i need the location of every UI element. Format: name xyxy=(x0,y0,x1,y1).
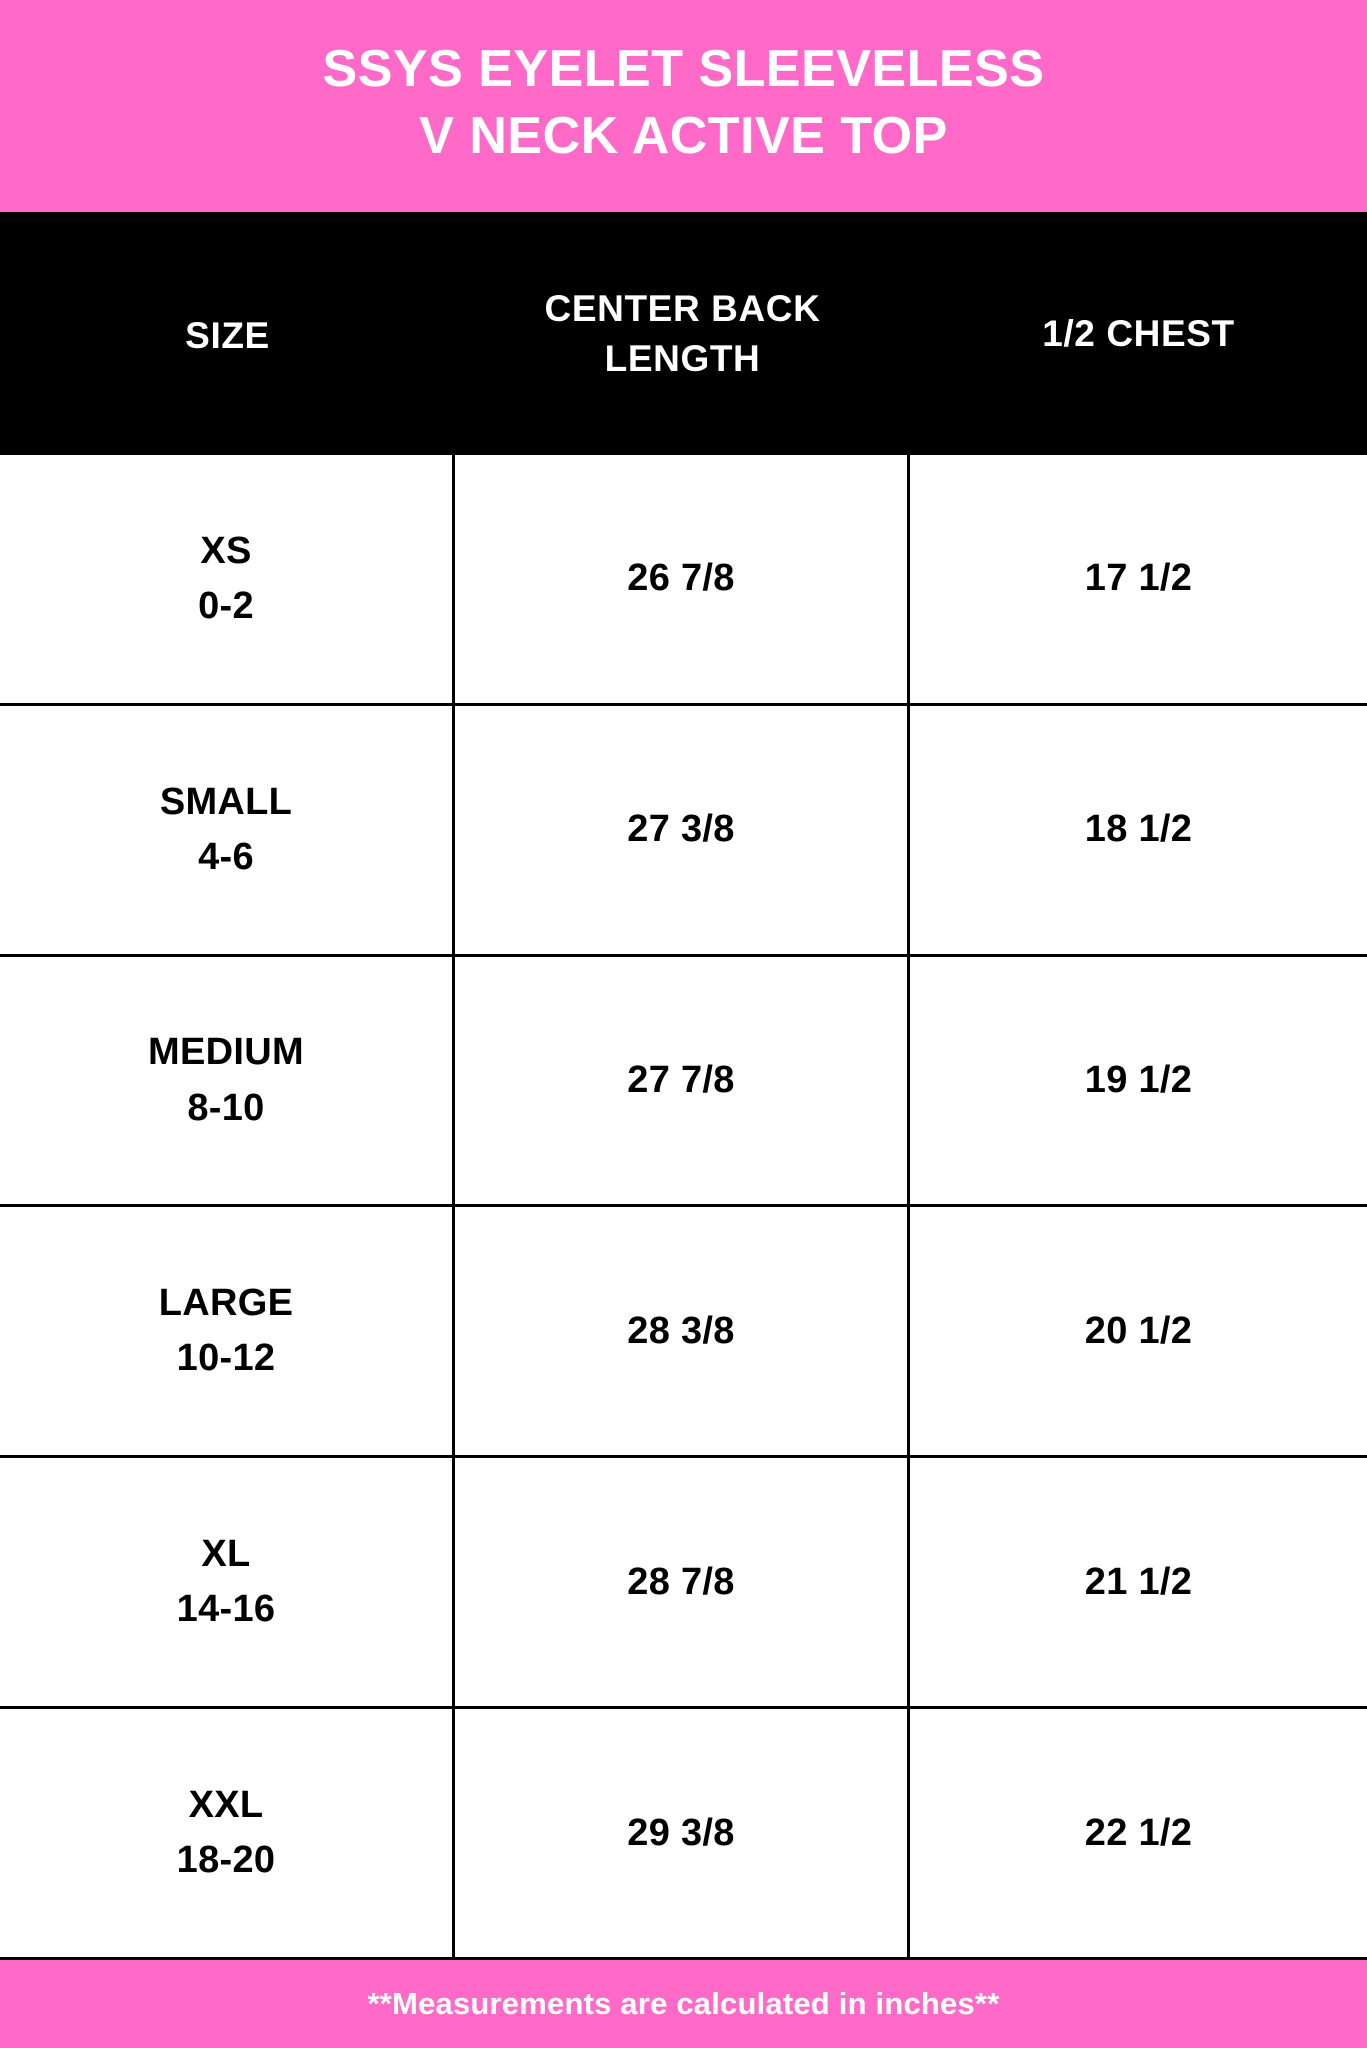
column-header-length-line-1: CENTER BACK xyxy=(544,287,821,329)
table-row xyxy=(0,1709,1367,1960)
table-row xyxy=(0,957,1367,1208)
cell-size xyxy=(0,957,455,1205)
size-label: XXL xyxy=(188,1783,264,1826)
cell-size xyxy=(0,455,455,703)
cell-half-chest: 21 1/2 xyxy=(1084,1560,1193,1603)
title-banner xyxy=(0,0,1367,212)
cell-size xyxy=(0,1458,455,1706)
size-label: MEDIUM xyxy=(148,1031,304,1074)
cell-center-back-length: 27 3/8 xyxy=(455,706,910,954)
size-label: LARGE xyxy=(158,1282,294,1325)
column-header-half-chest: 1/2 CHEST xyxy=(1042,312,1235,354)
size-label: SMALL xyxy=(159,780,293,823)
cell-size xyxy=(0,1207,455,1455)
footer-banner xyxy=(0,1960,1367,2048)
size-label: XS xyxy=(200,529,252,572)
cell-size xyxy=(0,1709,455,1957)
size-range: 14-16 xyxy=(176,1588,276,1631)
size-range: 0-2 xyxy=(198,584,254,627)
page-title-line-1: SSYS EYELET SLEEVELESS xyxy=(322,40,1045,99)
cell-half-chest: 18 1/2 xyxy=(1084,808,1193,851)
size-range: 10-12 xyxy=(176,1337,276,1380)
table-row xyxy=(0,706,1367,957)
cell-center-back-length: 26 7/8 xyxy=(455,455,910,703)
measurement-note: **Measurements are calculated in inches** xyxy=(367,1986,1000,2021)
cell-half-chest: 19 1/2 xyxy=(1084,1059,1193,1102)
cell-center-back-length: 28 7/8 xyxy=(455,1458,910,1706)
size-range: 8-10 xyxy=(187,1086,265,1129)
table-header-row xyxy=(0,212,1367,455)
size-range: 4-6 xyxy=(198,835,254,878)
size-range: 18-20 xyxy=(176,1839,276,1882)
size-label: XL xyxy=(201,1533,251,1576)
table-row xyxy=(0,1207,1367,1458)
table-row xyxy=(0,455,1367,706)
column-header-center-back-length xyxy=(455,212,910,455)
cell-size xyxy=(0,706,455,954)
cell-half-chest: 17 1/2 xyxy=(1084,557,1193,600)
cell-half-chest: 20 1/2 xyxy=(1084,1309,1193,1352)
column-header-length-line-2: LENGTH xyxy=(604,337,761,379)
cell-center-back-length: 28 3/8 xyxy=(455,1207,910,1455)
cell-half-chest: 22 1/2 xyxy=(1084,1811,1193,1854)
table-row xyxy=(0,1458,1367,1709)
cell-center-back-length: 29 3/8 xyxy=(455,1709,910,1957)
cell-center-back-length: 27 7/8 xyxy=(455,957,910,1205)
column-header-size: SIZE xyxy=(185,314,270,356)
page-title-line-2: V NECK ACTIVE TOP xyxy=(419,107,948,165)
table-body xyxy=(0,455,1367,1960)
